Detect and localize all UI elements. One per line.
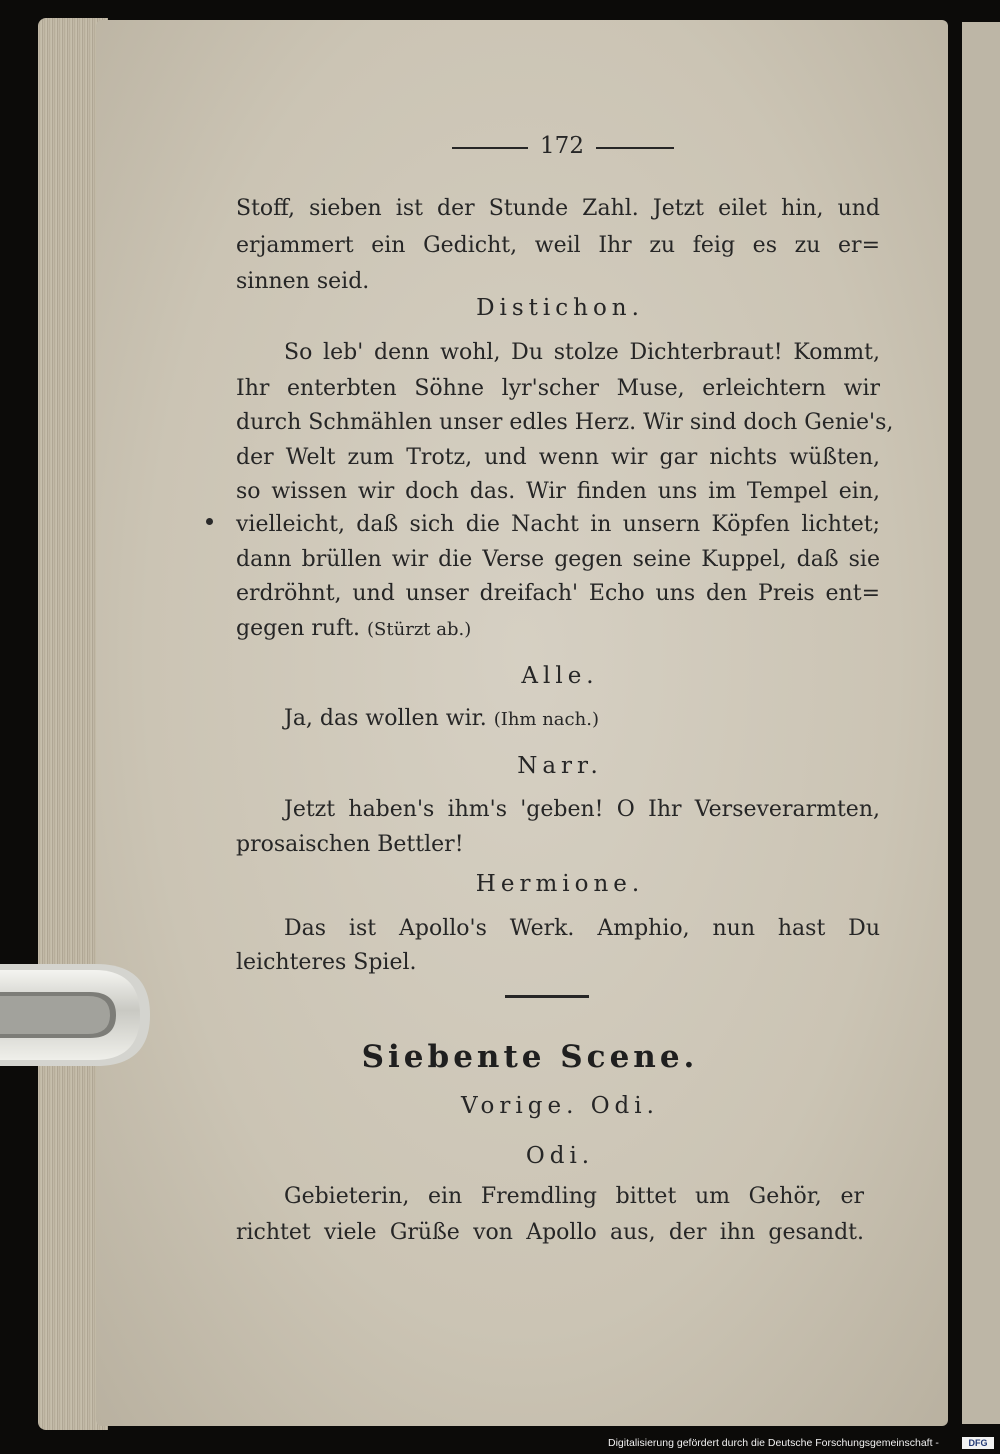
text-line: leichteres Spiel. [236,950,417,975]
margin-dot [206,518,213,525]
digitization-credit: Digitalisierung gefördert durch die Deutsche Forschungsgemeinschaft - [608,1437,939,1449]
text-line: durch Schmählen unser edles Herz. Wir sind doch Genie's, [236,410,894,435]
text-line-with-direction [236,612,471,647]
next-page-edge [962,22,1000,1424]
text-line: Ja, das wollen wir. [284,706,487,731]
page-number: 172 [540,133,584,159]
text-line-with-direction [284,702,599,737]
bookmark-clip [0,958,150,1072]
text-line: erdröhnt, und unser dreifach' Echo uns den Preis ent= [236,581,880,606]
text-line: so wissen wir doch das. Wir finden uns im Tempel ein, [236,479,880,504]
text-line: Stoff, sieben ist der Stunde Zahl. Jetzt eilet hin, und [236,196,880,221]
text-line: dann brüllen wir die Verse gegen seine Kuppel, daß sie [236,547,880,572]
section-divider [505,995,589,998]
page-header [446,131,678,163]
text-line: Ihr enterbten Söhne lyr'scher Muse, erleichtern wir [236,376,880,401]
text-line: Jetzt haben's ihm's 'geben! O Ihr Verseverarmten, [284,797,880,822]
speaker-label: Odi. [525,1143,595,1169]
text-line: Das ist Apollo's Werk. Amphio, nun hast Du [284,916,880,941]
text-line: richtet viele Grüße von Apollo aus, der ihn gesandt. [236,1220,864,1245]
text-line: erjammert ein Gedicht, weil Ihr zu feig es zu er= [236,233,880,258]
stage-direction: (Ihm nach.) [493,709,599,730]
text-line: sinnen seid. [236,269,370,294]
speaker-label: Narr. [517,753,603,779]
header-rule-left [452,147,528,149]
text-line: vielleicht, daß sich die Nacht in unsern Köpfen lichtet; [236,512,880,537]
text-line: So leb' denn wohl, Du stolze Dichterbraut! Kommt, [284,340,880,365]
speaker-label: Distichon. [476,295,644,321]
speaker-label: Alle. [521,663,599,689]
speaker-label: Hermione. [475,871,645,897]
text-line: Gebieterin, ein Fremdling bittet um Gehör, er [284,1184,864,1209]
text-line: prosaischen Bettler! [236,832,464,857]
header-rule-right [596,147,674,149]
text-line: der Welt zum Trotz, und wenn wir gar nichts wüßten, [236,445,880,470]
scene-title: Siebente Scene. [361,1039,699,1075]
stage-direction: (Stürzt ab.) [367,619,472,640]
text-line: gegen ruft. [236,616,361,641]
dfg-logo: DFG [962,1437,994,1449]
scene-persons: Vorige. Odi. [461,1093,659,1119]
